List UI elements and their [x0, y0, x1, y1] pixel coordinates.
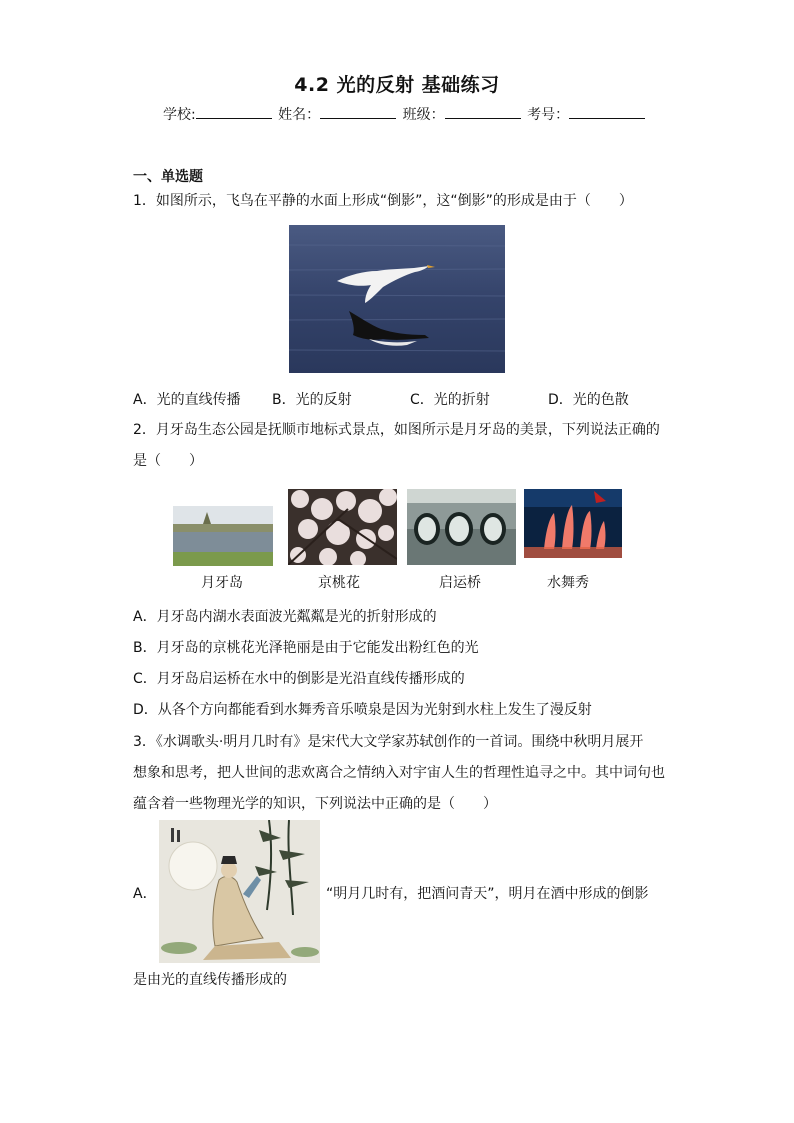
q2-image-bridge [407, 489, 516, 565]
section-title: 一、单选题 [133, 169, 203, 185]
q3-stem-line2: 想象和思考，把人世间的悲欢离合之情纳入对宇宙人生的哲理性追寻之中。其中词句也 [133, 765, 665, 781]
school-blank[interactable] [196, 106, 272, 119]
caption-island: 月牙岛 [201, 575, 243, 591]
q1-swan-image [289, 225, 505, 373]
page-title: 4.2 光的反射 基础练习 [294, 74, 500, 96]
q2-option-b[interactable]: B．月牙岛的京桃花光泽艳丽是由于它能发出粉红色的光 [133, 640, 479, 656]
q1-option-c[interactable]: C．光的折射 [410, 392, 490, 408]
q2-stem-line1: 2．月牙岛生态公园是抚顺市地标式景点，如图所示是月牙岛的美景，下列说法正确的 [133, 422, 660, 438]
q3-stem-line3: 蕴含着一些物理光学的知识，下列说法中正确的是（ ） [133, 796, 497, 812]
q3-option-a-text[interactable]: “明月几时有，把酒问青天”，明月在酒中形成的倒影 [326, 886, 649, 902]
student-info-row [163, 104, 647, 124]
q1-option-d[interactable]: D．光的色散 [548, 392, 629, 408]
q2-image-blossom [288, 489, 397, 565]
name-blank[interactable] [320, 106, 396, 119]
q1-option-a[interactable]: A．光的直线传播 [133, 392, 241, 408]
q2-stem-line2: 是（ ） [133, 453, 203, 469]
q2-option-d[interactable]: D．从各个方向都能看到水舞秀音乐喷泉是因为光射到水柱上发生了漫反射 [133, 702, 592, 718]
q3-option-a-continued[interactable]: 是由光的直线传播形成的 [133, 972, 287, 988]
q1-stem: 1．如图所示，飞鸟在平静的水面上形成“倒影”，这“倒影”的形成是由于（ ） [133, 193, 633, 209]
name-label: 姓名： [278, 107, 321, 123]
caption-fountain: 水舞秀 [547, 575, 589, 591]
id-label: 考号： [527, 107, 570, 123]
q2-image-island [173, 506, 273, 566]
school-label: 学校: [163, 107, 196, 123]
class-label: 班级： [402, 107, 445, 123]
caption-blossom: 京桃花 [318, 575, 360, 591]
q2-image-fountain [524, 489, 622, 558]
q3-option-a-letter[interactable]: A． [133, 886, 157, 902]
q1-option-b[interactable]: B．光的反射 [272, 392, 352, 408]
id-blank[interactable] [569, 106, 645, 119]
q3-stem-line1: 3．《水调歌头·明月几时有》是宋代大文学家苏轼创作的一首词。围绕中秋明月展开 [133, 734, 644, 750]
class-blank[interactable] [445, 106, 521, 119]
q2-option-a[interactable]: A．月牙岛内湖水表面波光粼粼是光的折射形成的 [133, 609, 437, 625]
caption-bridge: 启运桥 [439, 575, 481, 591]
q3-painting-image [159, 820, 320, 963]
q2-option-c[interactable]: C．月牙岛启运桥在水中的倒影是光沿直线传播形成的 [133, 671, 465, 687]
